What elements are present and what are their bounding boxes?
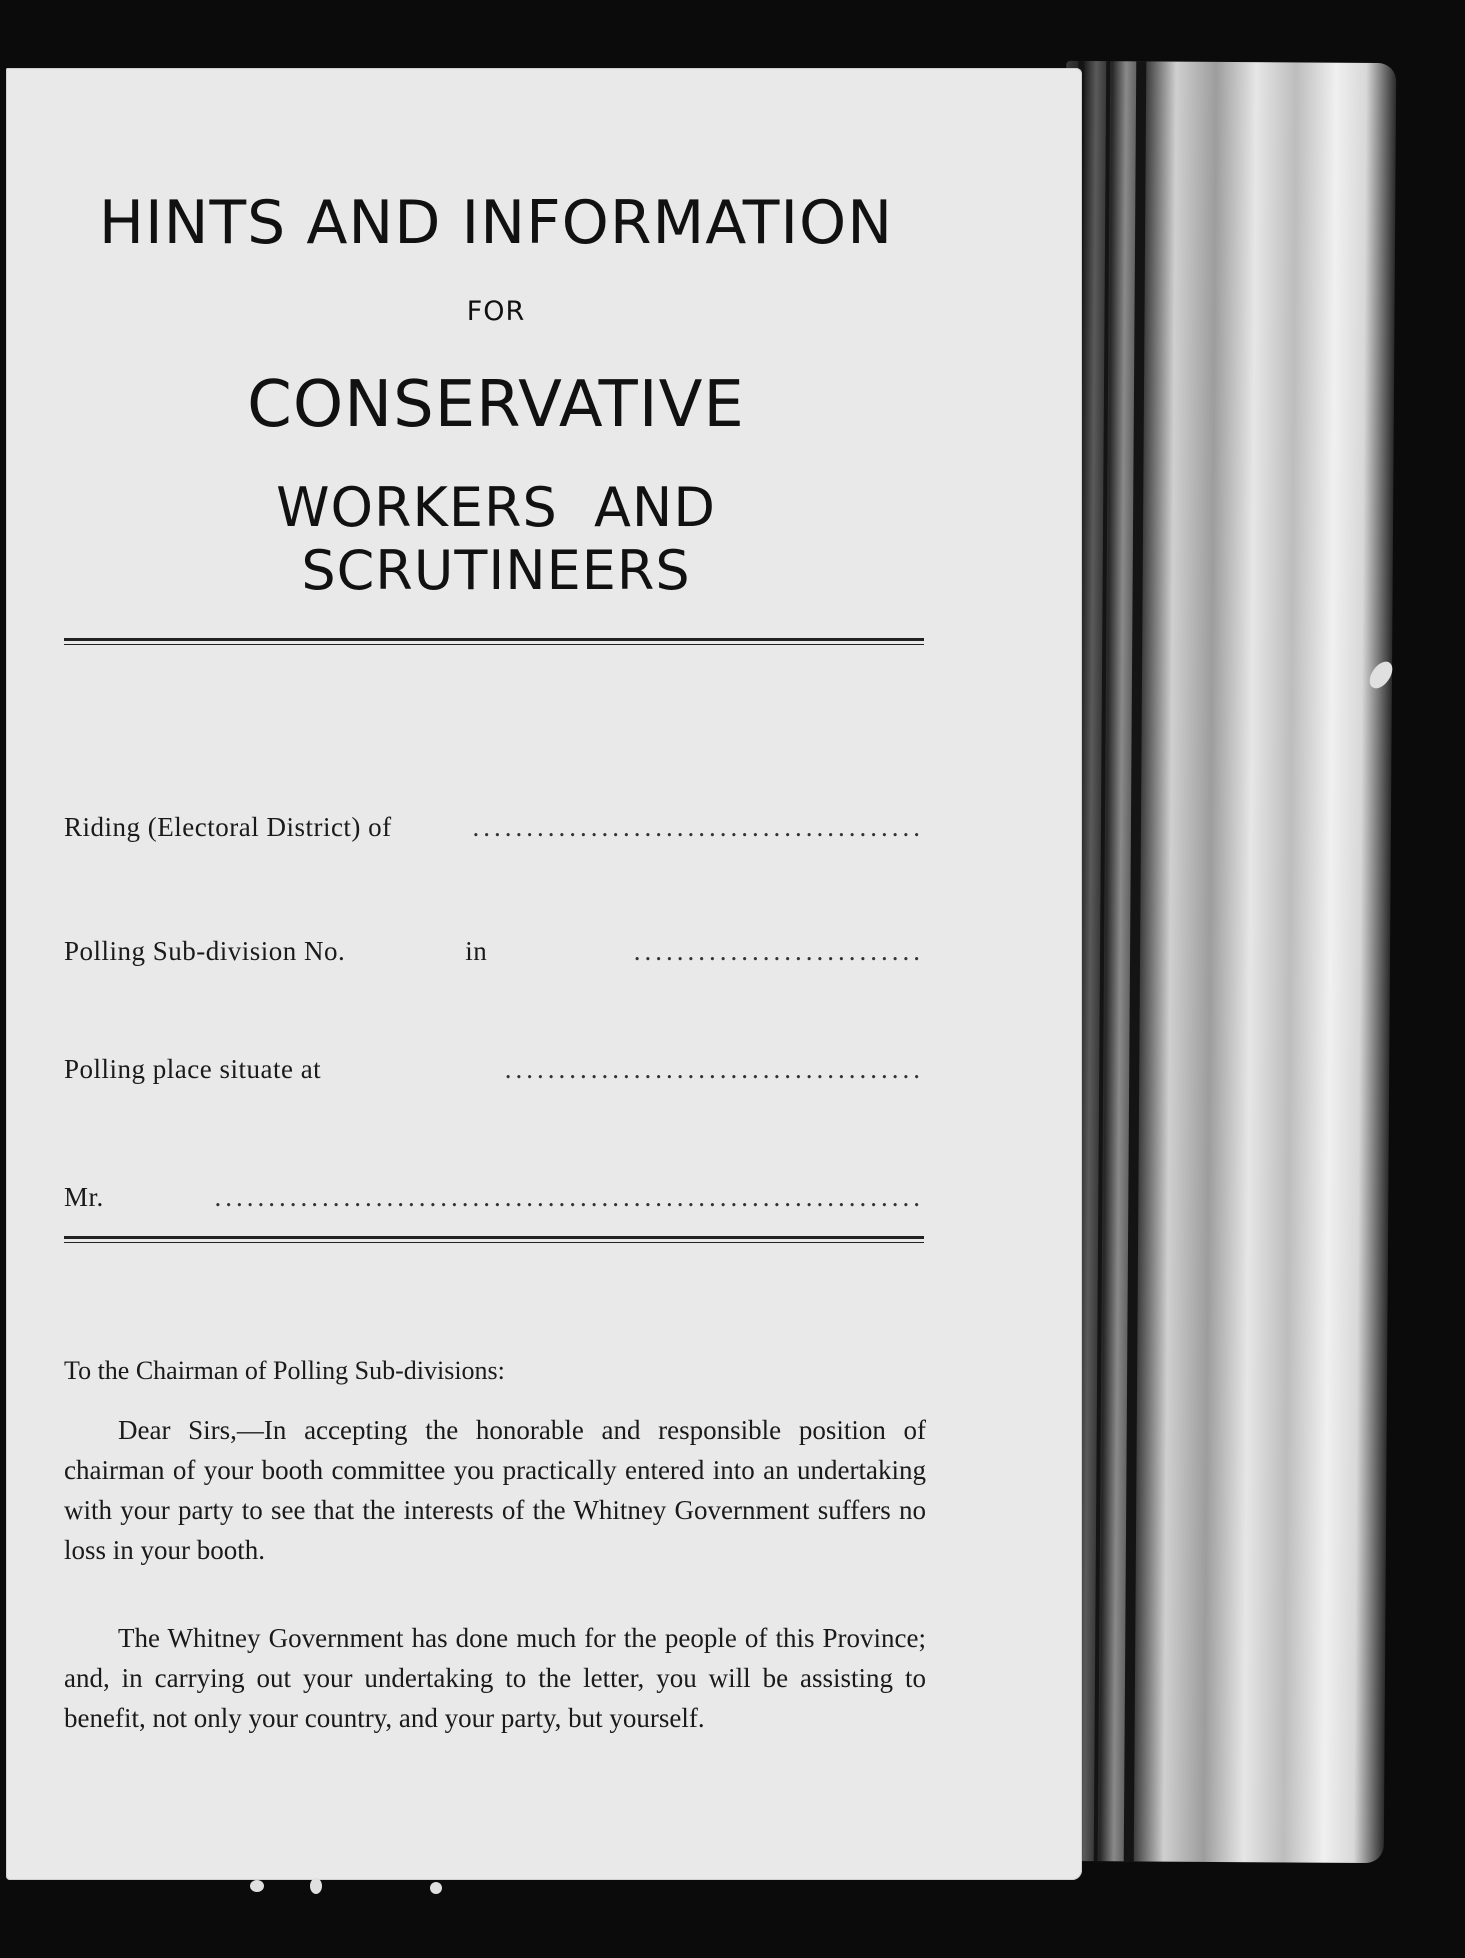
mr-label: Mr. [64,1182,114,1212]
double-rule-divider [64,1236,924,1243]
mr-field [64,1182,924,1213]
fill-in-dots: .......................................... [472,812,924,842]
book-page-edges [1054,61,1397,1863]
title-line-2: FOR [466,296,526,327]
riding-label: Riding (Electoral District) of [64,812,402,842]
double-rule-divider [64,638,924,645]
polling-place-label: Polling place situate at [64,1054,331,1084]
paragraph-2: The Whitney Government has done much for the people of this Province; and, in carrying out your undertaking to the letter, you will be assisting to benefit, not only your country, and your party, but yourself. [64,1623,926,1733]
polling-subdivision-in: in [465,936,497,966]
riding-field [64,812,924,843]
title-line-1: HINTS AND INFORMATION [98,188,894,258]
salutation: To the Chairman of Polling Sub-divisions: [64,1356,505,1385]
scan-speck [310,1878,322,1894]
document-page [6,68,1082,1880]
fill-in-dots: .................................................................. [214,1182,924,1212]
polling-subdivision-label: Polling Sub-division No. [64,936,355,966]
scan-speck [430,1882,442,1894]
fill-in-dots: ....................................... [504,1054,924,1084]
fill-in-dots: ........................... [633,936,924,966]
title-line-4: WORKERS AND SCRUTINEERS [276,476,716,602]
title-line-3: CONSERVATIVE [247,368,745,442]
paragraph-1: Dear Sirs,—In accepting the honorable and responsible position of chairman of your booth committee you practically entered into an undertaking with your party to see that the interests of the Whitney Government suffers no loss in your booth. [64,1415,926,1565]
polling-place-field [64,1054,924,1085]
polling-subdivision-field [64,936,924,967]
scan-speck [250,1880,264,1892]
